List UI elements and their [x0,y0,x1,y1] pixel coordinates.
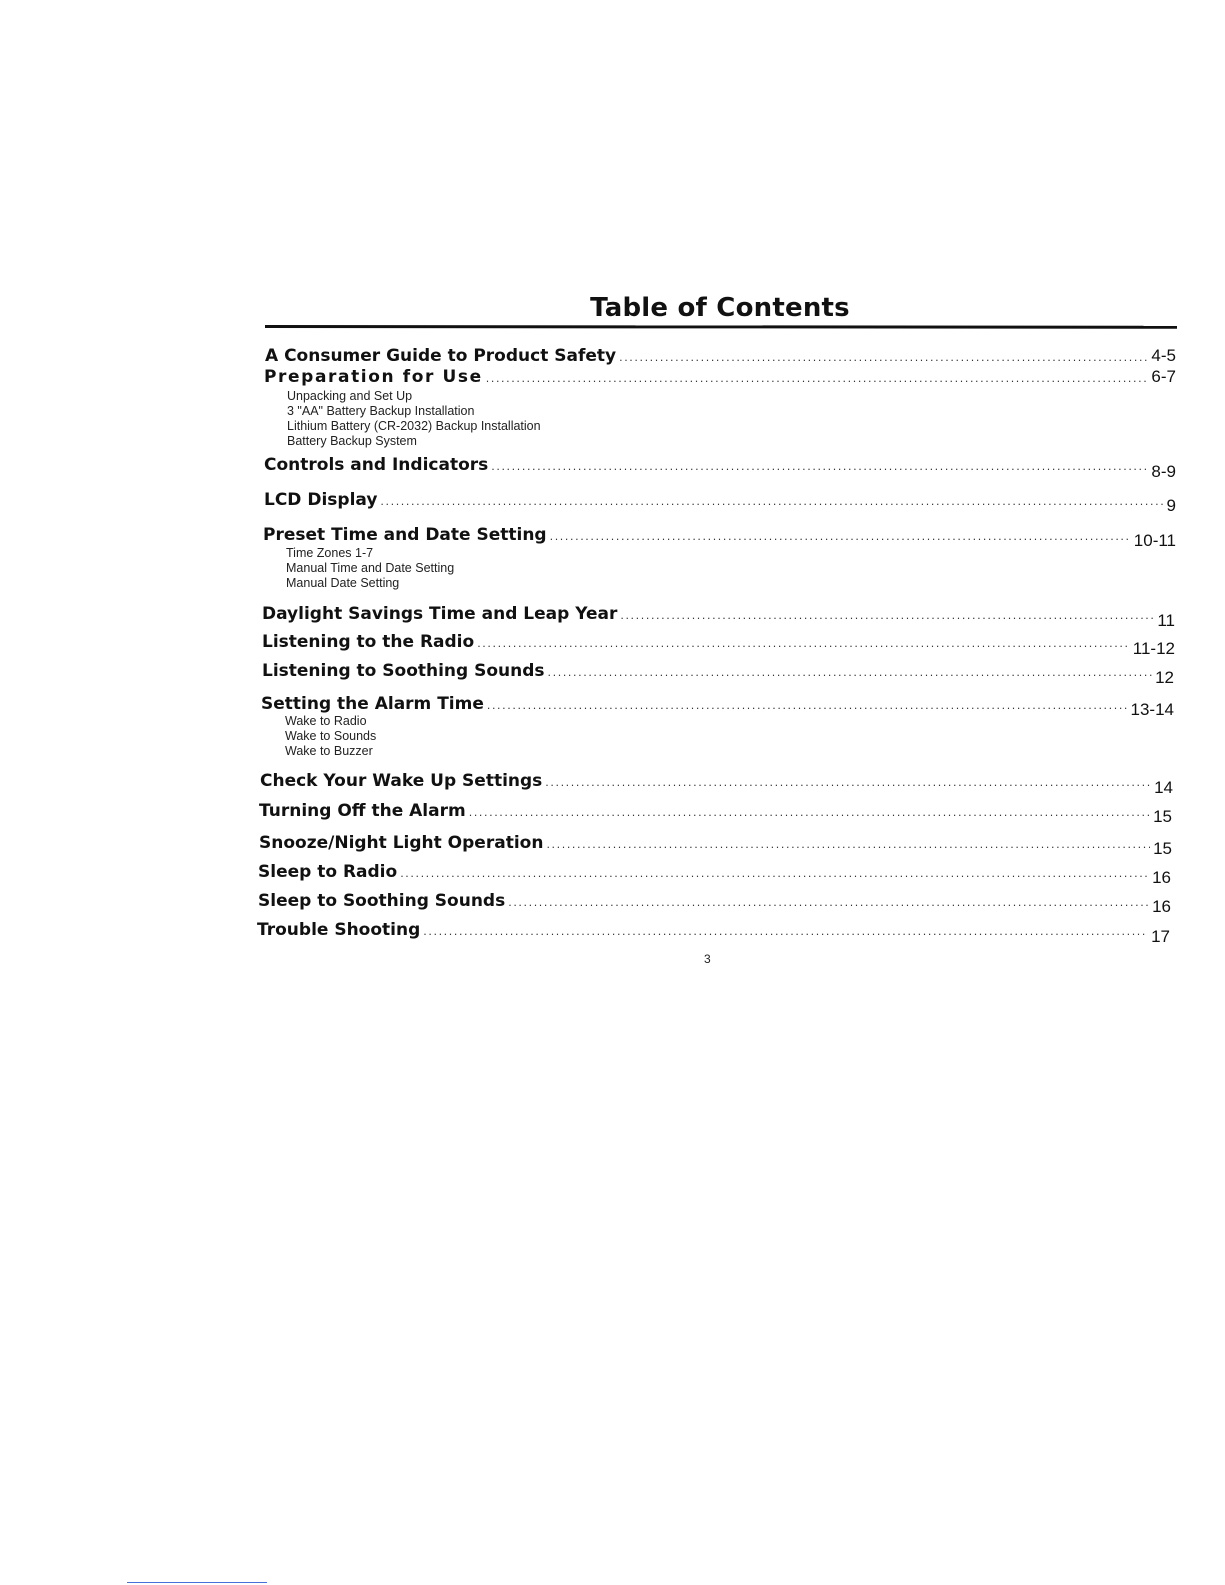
bottom-underline [127,1582,267,1583]
toc-subentries [287,389,541,449]
toc-entry [262,661,1174,687]
toc-subentries [285,714,376,759]
toc-subentry: Lithium Battery (CR-2032) Backup Installation [287,419,541,433]
dot-leader [477,637,1130,650]
toc-entry-page: 12 [1155,668,1174,687]
toc-entry-label: Sleep to Radio [258,862,398,882]
dot-leader [491,460,1148,473]
toc-subentry: Wake to Buzzer [285,744,373,758]
toc-entry-page: 11-12 [1132,639,1175,658]
toc-subentry: Manual Date Setting [286,576,400,590]
page-number: 3 [704,952,711,966]
toc-subentry: Time Zones 1-7 [286,546,374,560]
toc-subentries [286,546,454,591]
dot-leader [548,666,1153,679]
toc-entry [257,920,1170,946]
toc-entry [262,632,1175,658]
toc-entry-page: 8-9 [1151,462,1176,481]
toc-entry-label: Listening to the Radio [262,632,475,652]
toc-entry-page: 15 [1153,839,1172,858]
toc-subentry: Battery Backup System [287,434,417,448]
toc-entry-label: Check Your Wake Up Settings [260,771,543,791]
toc-entry-page: 15 [1153,807,1172,826]
dot-leader [487,699,1128,712]
toc-entry [262,604,1175,630]
toc-entry [264,367,1176,387]
dot-leader [400,867,1149,880]
toc-entry [259,801,1172,826]
toc-entry-label: Snooze/Night Light Operation [259,833,544,853]
toc-entry-page: 17 [1151,927,1170,946]
toc-entry [261,694,1174,719]
toc-entry [258,891,1171,916]
dot-leader [508,896,1149,909]
toc-entry-label: LCD Display [264,490,378,510]
toc-entry-page: 14 [1154,778,1173,797]
dot-leader [469,806,1150,819]
toc-entry [260,771,1173,797]
toc-entry-label: Preset Time and Date Setting [263,525,547,545]
toc-subentry: Unpacking and Set Up [287,389,413,403]
toc-subentry: 3 "AA" Battery Backup Installation [287,404,475,418]
toc-entry-page: 6-7 [1151,367,1176,386]
toc-entry [259,833,1172,858]
toc-subentry: Wake to Radio [285,714,367,728]
toc-entry [258,862,1171,887]
dot-leader [546,838,1150,851]
toc-entry [265,346,1176,366]
toc-entry-page: 13-14 [1130,700,1174,719]
toc-entry-label: Preparation for Use [264,367,483,387]
dot-leader [620,609,1154,622]
toc-entry [263,525,1176,550]
toc-entry [264,490,1176,515]
dot-leader [486,372,1149,385]
toc-entry-page: 16 [1152,868,1171,887]
toc-entry-label: A Consumer Guide to Product Safety [265,346,617,366]
toc-entry-label: Sleep to Soothing Sounds [258,891,506,911]
toc-entry-label: Listening to Soothing Sounds [262,661,545,681]
toc-entry-label: Daylight Savings Time and Leap Year [262,604,618,624]
dot-leader [545,776,1151,789]
toc-subentry: Wake to Sounds [285,729,377,743]
toc-entry-label: Setting the Alarm Time [261,694,484,714]
dot-leader [619,351,1148,364]
toc-entry-page: 10-11 [1133,531,1176,550]
toc-entry-label: Trouble Shooting [257,920,421,940]
toc-entry-label: Controls and Indicators [264,455,489,475]
toc-entry-page: 11 [1157,611,1175,630]
dot-leader [550,530,1131,543]
dot-leader [423,925,1148,938]
toc-entry-page: 16 [1152,897,1171,916]
toc-entry-label: Turning Off the Alarm [259,801,466,821]
toc-entry-page: 9 [1166,496,1176,515]
page-title: Table of Contents [590,293,850,323]
toc-subentry: Manual Time and Date Setting [286,561,455,575]
dot-leader [380,495,1163,508]
toc-entry [264,455,1176,481]
toc-entry-page: 4-5 [1151,346,1176,365]
